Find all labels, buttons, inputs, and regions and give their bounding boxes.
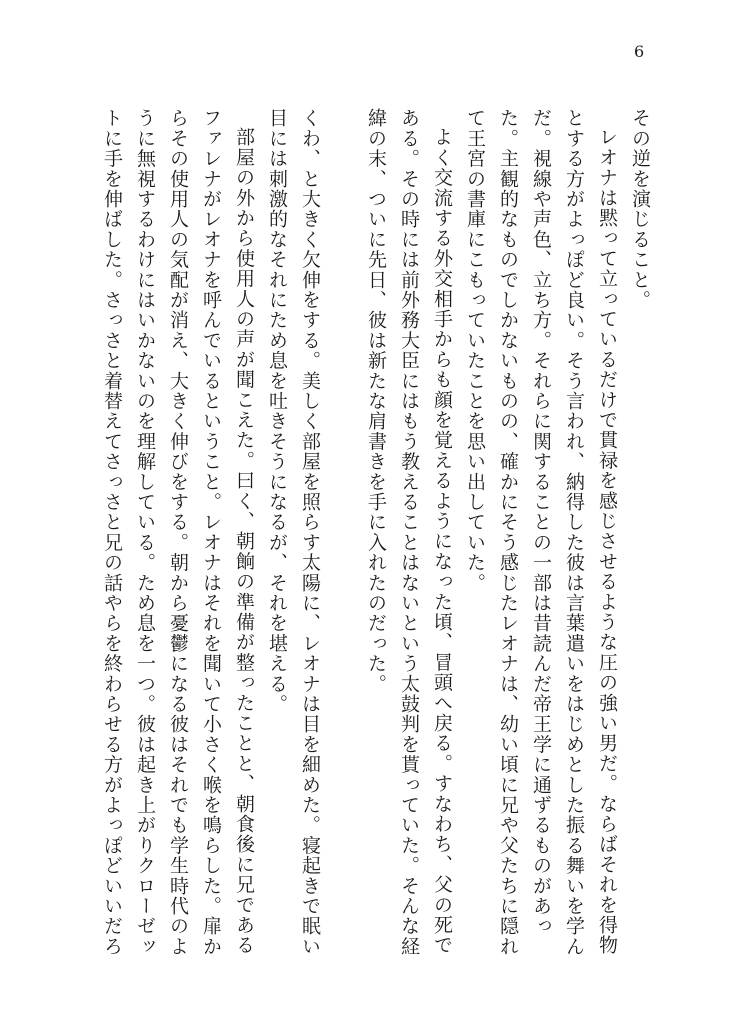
vertical-text-body [76,108,656,968]
paragraph: レオナは黙って立っているだけで貫禄を感じさせるような圧の強い男だ。ならばそれを得物とする方がよっぽど良い。そう言われ、納得した彼は言葉遣いをはじめとした振る舞いを学んだ。視線や声色、立ち方。それらに関することの一部は昔読んだ帝王学に通ずるものがあった。主観的なものでしかないものの、確かにそう感じたレオナは、幼い頃に兄や父たちに隠れて王宮の書庫にこもっていたことを思い出していた。 [464,108,618,957]
page-number: 6 [634,42,645,61]
paragraph: 部屋の外から使用人の声が聞こえた。曰く、朝餉の準備が整ったことと、朝食後に兄であるファレナがレオナを呼んでいるということ。レオナはそれを聞いて小さく喉を鳴らした。扉からその使用人の気配が消え、大きく伸びをする。朝から憂鬱になる彼はそれでも学生時代のように無視するわけにはいかないのを理解している。ため息を一つ。彼は起き上がりクローゼットに手を伸ばした。さっさと着替えてさっさと兄の話やらを終わらせる方がよっぽどいいだろ [101,108,255,957]
paragraph: その逆を演じること。 [629,108,651,310]
paragraph: くわ、と大きく欠伸をする。美しく部屋を照らす太陽に、レオナは目を細めた。寝起きで眠い目には刺激的なそれにため息を吐きそうになるが、それを堪える。 [266,108,321,957]
paragraph: よく交流する外交相手からも顔を覚えるようになった頃、冒頭へ戻る。すなわち、父の死である。その時には前外務大臣にはもう教えることはないという太鼓判を貰っていた。そんな経緯の末、ついに先日、彼は新たな肩書きを手に入れたのだった。 [365,108,453,957]
